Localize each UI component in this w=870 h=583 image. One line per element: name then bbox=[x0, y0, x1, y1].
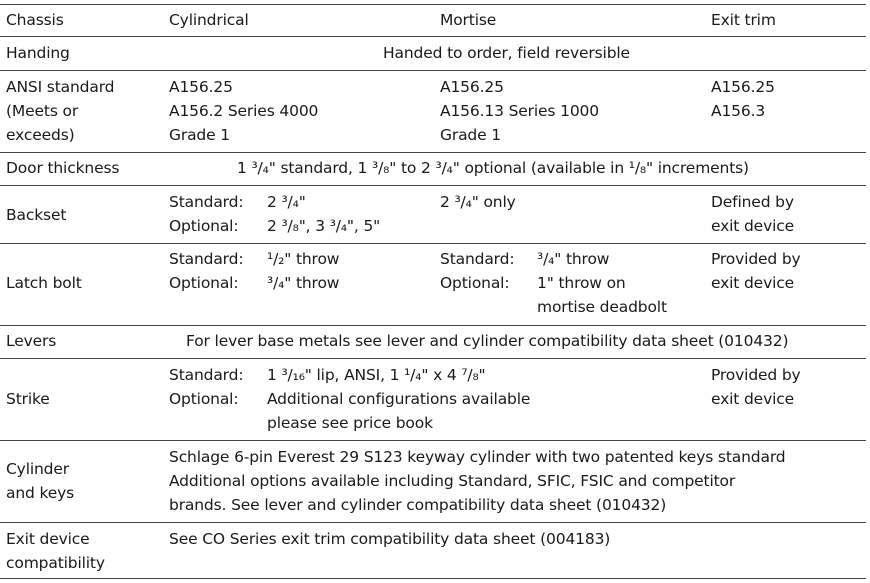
row-divider bbox=[0, 325, 866, 326]
ansi-exit-trim-line: A156.3 bbox=[711, 102, 766, 120]
header-mortise: Mortise bbox=[440, 11, 497, 29]
row-divider bbox=[0, 522, 866, 523]
strike-label: Strike bbox=[6, 390, 50, 408]
strike-standard-value: 1 ³/₁₆" lip, ANSI, 1 ¹/₄" x 4 ⁷/₈" bbox=[267, 366, 486, 384]
ansi-label-line: (Meets or bbox=[6, 102, 79, 120]
latch-bolt-label: Latch bolt bbox=[6, 274, 82, 292]
ansi-label-line: exceeds) bbox=[6, 126, 75, 144]
row-divider bbox=[0, 358, 866, 359]
ansi-mortise-line: Grade 1 bbox=[440, 126, 501, 144]
backset-exit-trim-line: exit device bbox=[711, 217, 795, 235]
levers-value: For lever base metals see lever and cylinder compatibility data sheet (010432) bbox=[186, 332, 789, 350]
cylinder-keys-value-line: brands. See lever and cylinder compatibility data sheet (010432) bbox=[169, 496, 667, 514]
row-divider bbox=[0, 578, 866, 579]
ansi-cylindrical-line: A156.25 bbox=[169, 78, 233, 96]
handing-label: Handing bbox=[6, 44, 70, 62]
levers-label: Levers bbox=[6, 332, 57, 350]
backset-cyl-standard-value: 2 ³/₄" bbox=[267, 193, 306, 211]
header-chassis: Chassis bbox=[6, 11, 64, 29]
latch-cyl-optional-value: ³/₄" throw bbox=[267, 274, 340, 292]
strike-exit-trim-line: exit device bbox=[711, 390, 795, 408]
header-exit-trim: Exit trim bbox=[711, 11, 776, 29]
door-thickness-value: 1 ³/₄" standard, 1 ³/₈" to 2 ³/₄" optional (available in ¹/₈" increments) bbox=[237, 159, 749, 177]
latch-exit-trim-line: exit device bbox=[711, 274, 795, 292]
door-thickness-label: Door thickness bbox=[6, 159, 120, 177]
ansi-cylindrical-line: Grade 1 bbox=[169, 126, 230, 144]
latch-mor-optional-label: Optional: bbox=[440, 274, 510, 292]
latch-cyl-optional-label: Optional: bbox=[169, 274, 239, 292]
cylinder-keys-value-line: Additional options available including Standard, SFIC, FSIC and competitor bbox=[169, 472, 736, 490]
row-divider bbox=[0, 185, 866, 186]
exit-device-label-line: Exit device bbox=[6, 530, 90, 548]
row-divider bbox=[0, 243, 866, 244]
backset-label: Backset bbox=[6, 206, 67, 224]
cylinder-keys-label-line: and keys bbox=[6, 484, 75, 502]
backset-cyl-standard-label: Standard: bbox=[169, 193, 244, 211]
exit-device-value: See CO Series exit trim compatibility data sheet (004183) bbox=[169, 530, 611, 548]
backset-mortise: 2 ³/₄" only bbox=[440, 193, 516, 211]
ansi-exit-trim-line: A156.25 bbox=[711, 78, 775, 96]
exit-device-label-line: compatibility bbox=[6, 554, 105, 572]
ansi-mortise-line: A156.13 Series 1000 bbox=[440, 102, 599, 120]
ansi-cylindrical-line: A156.2 Series 4000 bbox=[169, 102, 319, 120]
latch-mor-optional-value-line: 1" throw on bbox=[537, 274, 626, 292]
latch-mor-standard-label: Standard: bbox=[440, 250, 515, 268]
row-divider bbox=[0, 36, 866, 37]
cylinder-keys-value-line: Schlage 6-pin Everest 29 S123 keyway cylinder with two patented keys standard bbox=[169, 448, 786, 466]
row-divider bbox=[0, 152, 866, 153]
strike-optional-value-line: Additional configurations available bbox=[267, 390, 531, 408]
ansi-mortise-line: A156.25 bbox=[440, 78, 504, 96]
latch-cyl-standard-value: ¹/₂" throw bbox=[267, 250, 340, 268]
row-divider bbox=[0, 440, 866, 441]
backset-exit-trim-line: Defined by bbox=[711, 193, 794, 211]
latch-cyl-standard-label: Standard: bbox=[169, 250, 244, 268]
latch-exit-trim-line: Provided by bbox=[711, 250, 801, 268]
row-divider bbox=[0, 70, 866, 71]
strike-standard-label: Standard: bbox=[169, 366, 244, 384]
header-cylindrical: Cylindrical bbox=[169, 11, 249, 29]
strike-exit-trim-line: Provided by bbox=[711, 366, 801, 384]
cylinder-keys-label-line: Cylinder bbox=[6, 460, 69, 478]
strike-optional-value-line: please see price book bbox=[267, 414, 433, 432]
backset-cyl-optional-value: 2 ³/₈", 3 ³/₄", 5" bbox=[267, 217, 381, 235]
handing-value: Handed to order, field reversible bbox=[383, 44, 630, 62]
strike-optional-label: Optional: bbox=[169, 390, 239, 408]
latch-mor-optional-value-line: mortise deadbolt bbox=[537, 298, 667, 316]
latch-mor-standard-value: ³/₄" throw bbox=[537, 250, 610, 268]
backset-cyl-optional-label: Optional: bbox=[169, 217, 239, 235]
row-divider bbox=[0, 4, 866, 5]
ansi-label-line: ANSI standard bbox=[6, 78, 115, 96]
